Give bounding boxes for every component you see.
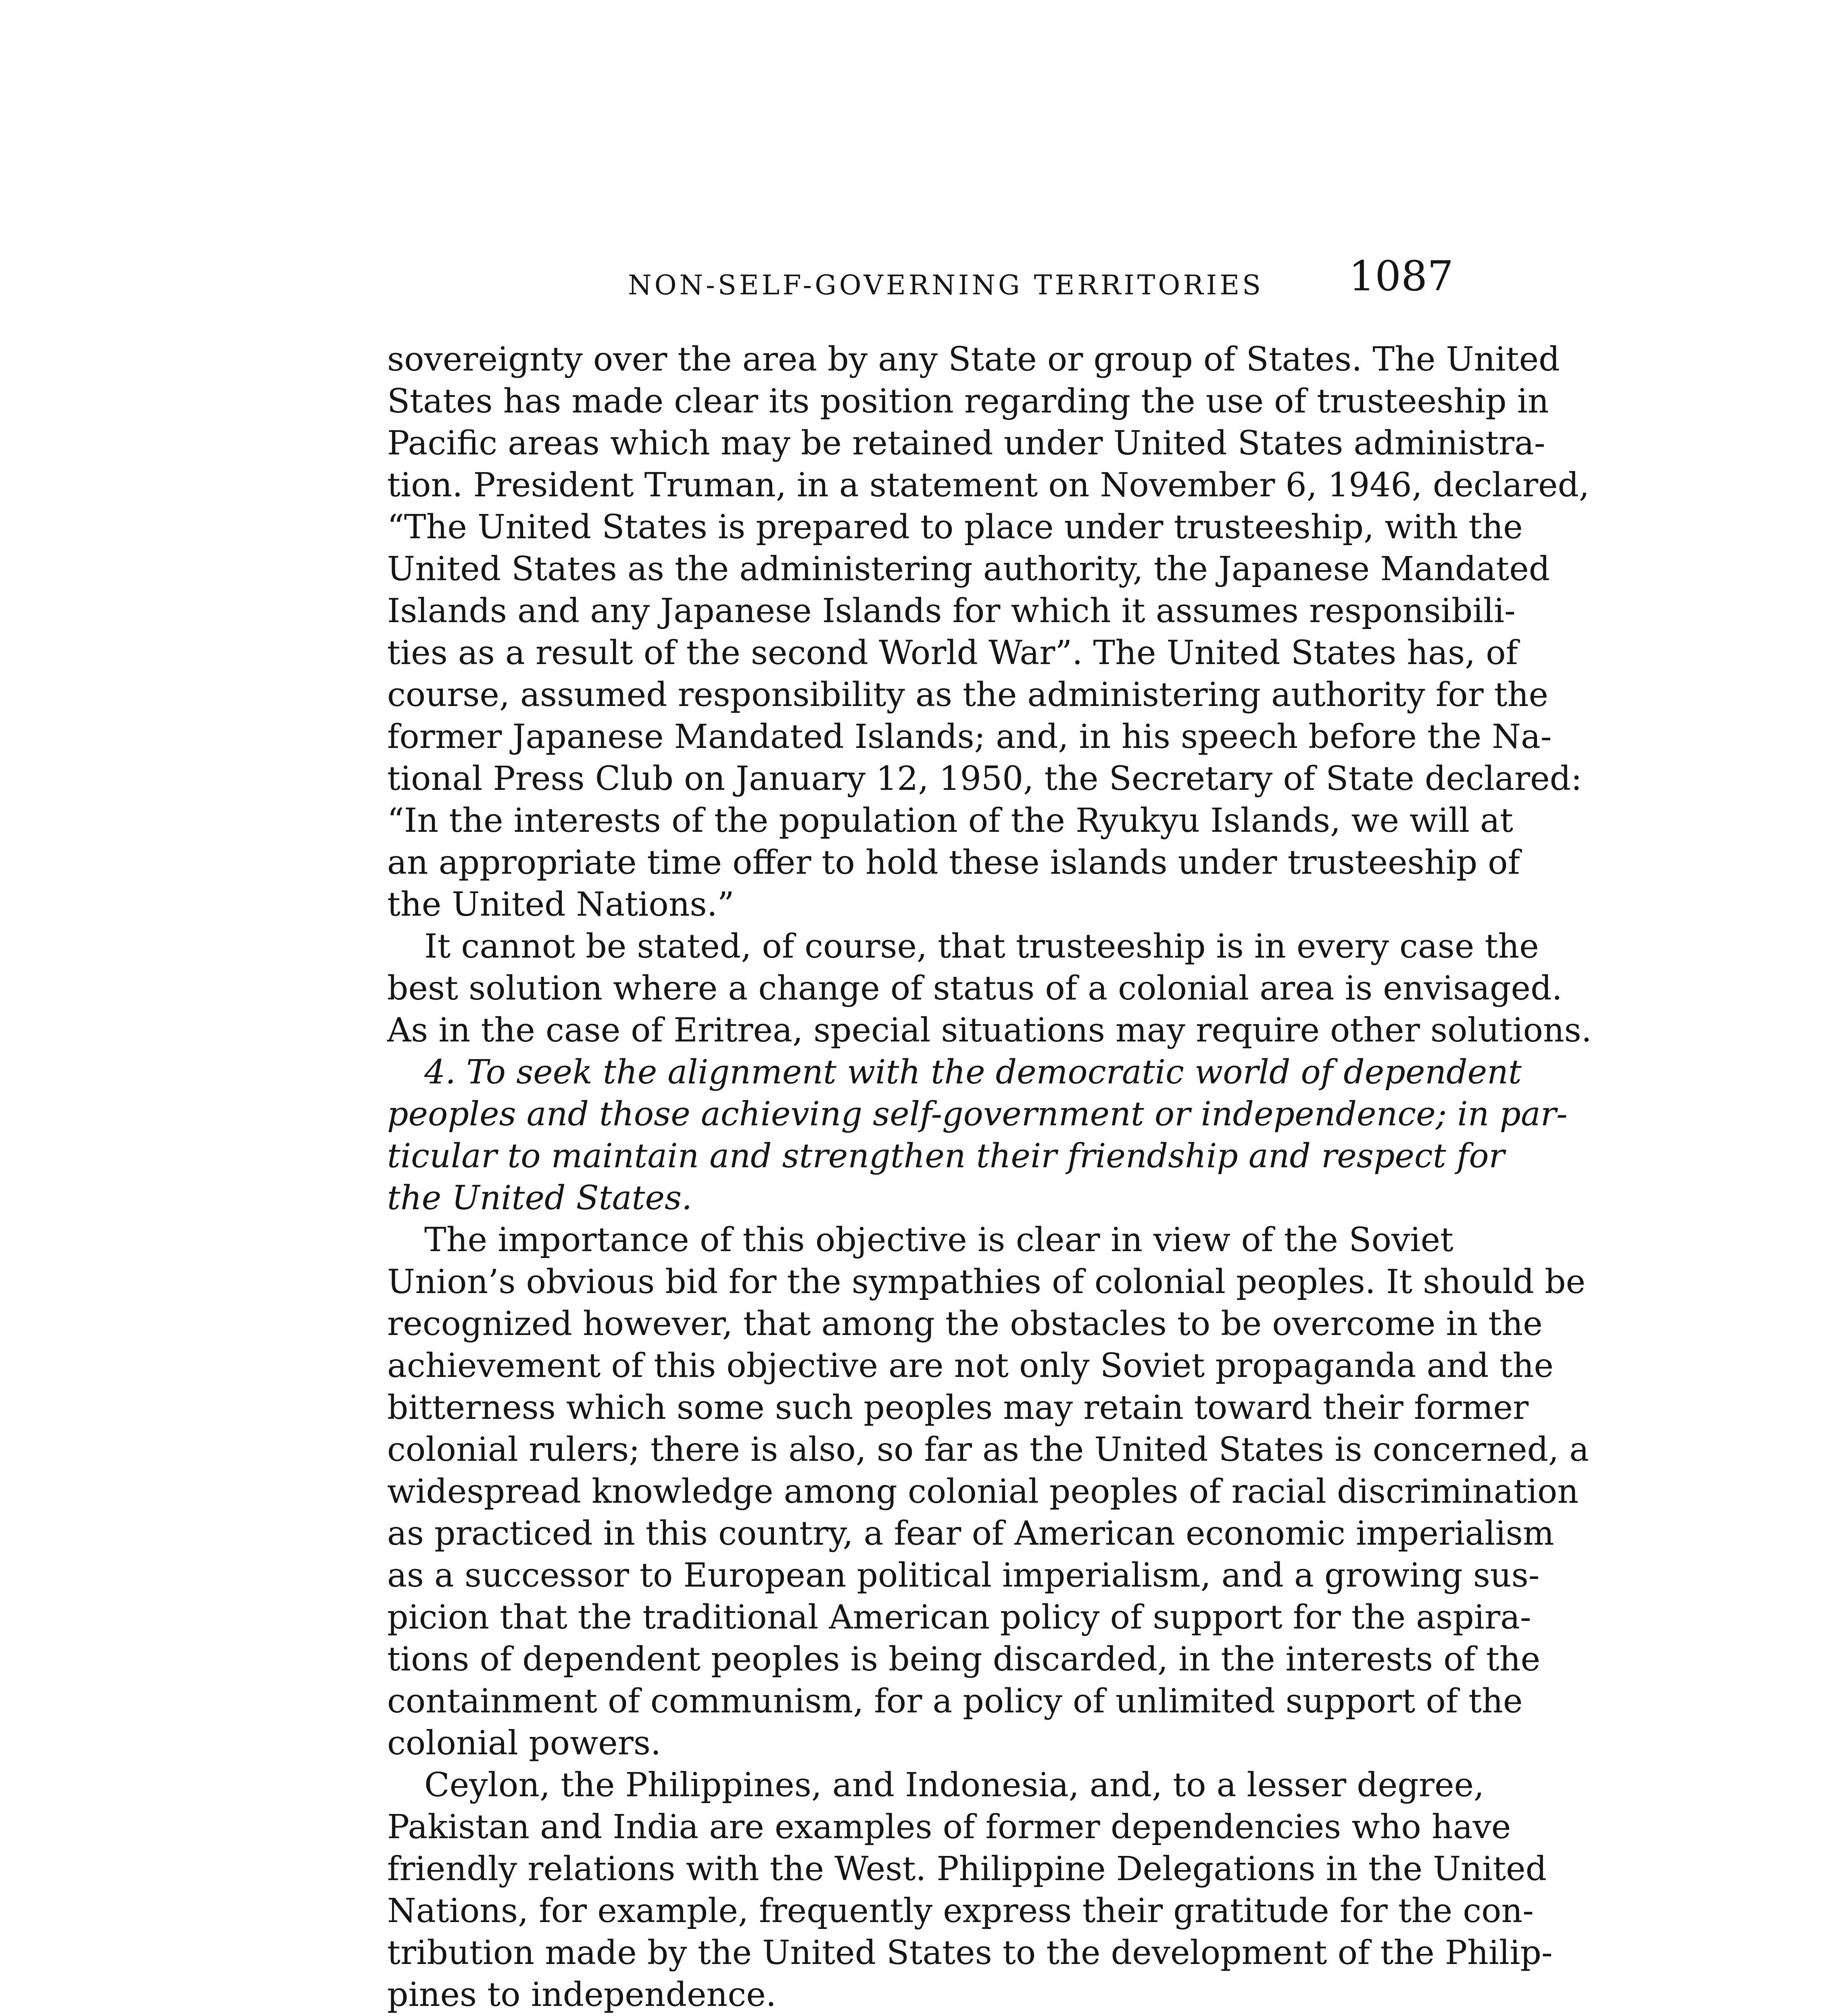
body-text — [387, 339, 1592, 2016]
text-line: colonial powers. — [387, 1724, 661, 1762]
text-line: friendly relations with the West. Philippine Delegations in the United — [387, 1850, 1547, 1888]
text-line: “In the interests of the population of the Ryukyu Islands, we will at — [387, 802, 1513, 840]
objective-4-heading-line: the United States. — [387, 1179, 692, 1217]
text-line: United States as the administering authority, the Japanese Mandated — [387, 550, 1550, 588]
text-line: an appropriate time offer to hold these islands under trusteeship of — [387, 843, 1520, 882]
text-line: States has made clear its position regarding the use of trusteeship in — [387, 382, 1549, 421]
text-line: the United Nations.” — [387, 885, 734, 924]
text-line: Pakistan and India are examples of former dependencies who have — [387, 1808, 1511, 1846]
page-header — [387, 253, 1453, 318]
running-head: NON-SELF-GOVERNING TERRITORIES — [628, 269, 1264, 301]
text-line: tion. President Truman, in a statement on November 6, 1946, declared, — [387, 466, 1590, 504]
text-line: former Japanese Mandated Islands; and, in his speech before the Na- — [387, 718, 1552, 756]
objective-4-heading-line: peoples and those achieving self-government or independence; in par- — [387, 1095, 1568, 1133]
text-line: best solution where a change of status of a colonial area is envisaged. — [387, 969, 1562, 1008]
objective-4-heading-line: ticular to maintain and strengthen their friendship and respect for — [387, 1137, 1505, 1175]
paragraph-first-line: The importance of this objective is clear in view of the Soviet — [424, 1221, 1453, 1259]
text-line: as practiced in this country, a fear of American economic imperialism — [387, 1514, 1554, 1553]
paragraph-first-line: Ceylon, the Philippines, and Indonesia, and, to a lesser degree, — [424, 1766, 1485, 1804]
text-line: Nations, for example, frequently express their gratitude for the con- — [387, 1892, 1534, 1930]
text-line: sovereignty over the area by any State or group of States. The United — [387, 340, 1560, 379]
paragraph-first-line: It cannot be stated, of course, that trusteeship is in every case the — [424, 927, 1539, 966]
text-line: tions of dependent peoples is being discarded, in the interests of the — [387, 1640, 1541, 1679]
text-line: colonial rulers; there is also, so far as the United States is concerned, a — [387, 1431, 1589, 1469]
text-line: containment of communism, for a policy of unlimited support of the — [387, 1682, 1523, 1720]
text-line: Islands and any Japanese Islands for which it assumes responsibili- — [387, 592, 1516, 630]
text-line: as a successor to European political imperialism, and a growing sus- — [387, 1556, 1540, 1595]
text-line: Pacific areas which may be retained under United States administra- — [387, 424, 1545, 462]
text-line: Union’s obvious bid for the sympathies of colonial peoples. It should be — [387, 1263, 1586, 1301]
text-line: picion that the traditional American policy of support for the aspira- — [387, 1598, 1531, 1637]
text-line: “The United States is prepared to place under trusteeship, with the — [387, 508, 1523, 546]
objective-4-heading-line: 4. To seek the alignment with the democratic world of dependent — [424, 1053, 1522, 1091]
text-line: achievement of this objective are not only Soviet propaganda and the — [387, 1347, 1554, 1385]
text-line: bitterness which some such peoples may retain toward their former — [387, 1389, 1529, 1427]
text-line: pines to independence. — [387, 1976, 776, 2014]
text-line: recognized however, that among the obstacles to be overcome in the — [387, 1305, 1543, 1343]
page-number: 1087 — [1349, 252, 1453, 300]
text-line: tribution made by the United States to the development of the Philip- — [387, 1934, 1553, 1972]
text-line: tional Press Club on January 12, 1950, the Secretary of State declared: — [387, 760, 1582, 798]
text-line: course, assumed responsibility as the administering authority for the — [387, 676, 1549, 714]
text-line: ties as a result of the second World War”. The United States has, of — [387, 634, 1518, 672]
text-line: widespread knowledge among colonial peoples of racial discrimination — [387, 1472, 1579, 1511]
text-line: As in the case of Eritrea, special situations may require other solutions. — [387, 1011, 1592, 1050]
